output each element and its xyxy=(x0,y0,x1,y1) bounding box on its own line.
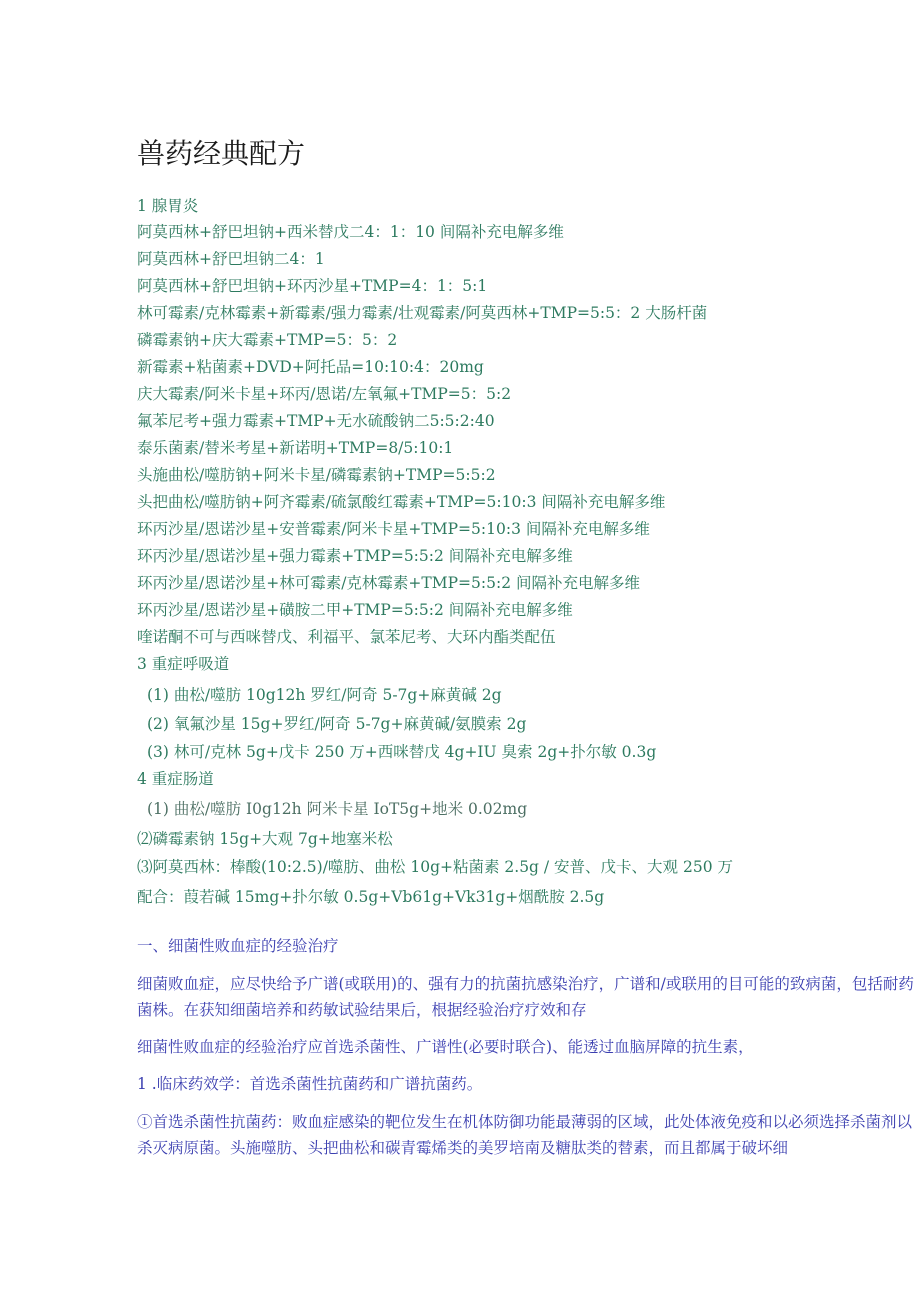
formula-line: 阿莫西林+舒巴坦钠+西米替戊二4：1：10 间隔补充电解多维 xyxy=(137,223,564,241)
formula-line: 环丙沙星/恩诺沙星+强力霉素+TMP=5:5:2 间隔补充电解多维 xyxy=(137,547,573,565)
page-title: 兽药经典配方 xyxy=(137,137,306,170)
formula-line: (3) 林可/克林 5g+戊卡 250 万+西咪替戊 4g+IU 臭索 2g+扑尔敏 0.3g xyxy=(147,743,657,761)
sepsis-paragraph-3: ①首选杀菌性抗菌药：败血症感染的靶位发生在机体防御功能最薄弱的区域，此处体液免疫和以必须选择杀菌剂以杀灭病原菌。头施噬肪、头把曲松和碳青霉烯类的美罗培南及糖肽类的替素，而且都属于破坏细 xyxy=(137,1113,913,1157)
section-heading-proventriculitis: 1 腺胃炎 xyxy=(137,197,199,215)
formula-line: 新霉素+粘菌素+DVD+阿托品=10:10:4：20mg xyxy=(137,358,484,376)
formula-line: (2) 氧氟沙星 15g+罗红/阿奇 5-7g+麻黄碱/氨膜索 2g xyxy=(147,715,527,733)
compatibility-note: 喹诺酮不可与西咪替戊、利福平、氯苯尼考、大环内酯类配伍 xyxy=(137,628,556,646)
formula-line: 庆大霉素/阿米卡星+环丙/恩诺/左氧氟+TMP=5：5:2 xyxy=(137,385,512,403)
formula-line: 氟苯尼考+强力霉素+TMP+无水硫酸钠二5:5:2:40 xyxy=(137,412,495,430)
formula-line: 磷霉素钠+庆大霉素+TMP=5：5：2 xyxy=(137,331,398,349)
section-heading-respiratory: 3 重症呼吸道 xyxy=(137,655,230,673)
section-heading-intestinal: 4 重症肠道 xyxy=(137,770,214,788)
formula-line: 头施曲松/噬肪钠+阿米卡星/磷霉素钠+TMP=5:5:2 xyxy=(137,466,496,484)
formula-line: 环丙沙星/恩诺沙星+安普霉素/阿米卡星+TMP=5:10:3 间隔补充电解多维 xyxy=(137,520,650,538)
formula-line: 环丙沙星/恩诺沙星+磺胺二甲+TMP=5:5:2 间隔补充电解多维 xyxy=(137,601,573,619)
formula-line: 头把曲松/噬肪钠+阿齐霉素/硫氯酸红霉素+TMP=5:10:3 间隔补充电解多维 xyxy=(137,493,666,511)
formula-line: 阿莫西林+舒巴坦钠+环丙沙星+TMP=4：1：5:1 xyxy=(137,277,488,295)
sepsis-item-1: 1 .临床药效学：首选杀菌性抗菌药和广谱抗菌药。 xyxy=(137,1075,483,1093)
formula-line: 环丙沙星/恩诺沙星+林可霉素/克林霉素+TMP=5:5:2 间隔补充电解多维 xyxy=(137,574,641,592)
formula-line: 阿莫西林+舒巴坦钠二4：1 xyxy=(137,250,325,268)
sepsis-paragraph-1: 细菌败血症，应尽快给予广谱(或联用)的、强有力的抗菌抗感染治疗，广谱和/或联用的目可能的致病菌，包括耐药菌株。在获知细菌培养和药敏试验结果后，根据经验治疗疗效和存 xyxy=(137,975,914,1019)
sepsis-heading: 一、细菌性败血症的经验治疗 xyxy=(137,937,339,955)
sepsis-paragraph-2: 细菌性败血症的经验治疗应首选杀菌性、广谱性(必要时联合)、能透过血脑屏障的抗生素， xyxy=(137,1038,754,1056)
formula-line: ⑶阿莫西林：棒酸(10:2.5)/噬肪、曲松 10g+粘菌素 2.5g / 安普、戊卡、大观 250 万 xyxy=(137,858,733,876)
formula-line: ⑵磷霉素钠 15g+大观 7g+地塞米松 xyxy=(137,830,393,848)
formula-line: 林可霉素/克林霉素+新霉素/强力霉素/壮观霉素/阿莫西林+TMP=5:5：2 大肠杆菌 xyxy=(137,304,708,322)
formula-line: 配合：葭若碱 15mg+扑尔敏 0.5g+Vb61g+Vk31g+烟酰胺 2.5g xyxy=(137,888,605,906)
formula-line: 泰乐菌素/替米考星+新诺明+TMP=8/5:10:1 xyxy=(137,439,454,457)
formula-line: (1) 曲松/噬肪 10g12h 罗红/阿奇 5-7g+麻黄碱 2g xyxy=(147,686,502,704)
formula-line: (1) 曲松/噬肪 I0g12h 阿米卡星 IoT5g+地米 0.02mg xyxy=(147,800,528,818)
